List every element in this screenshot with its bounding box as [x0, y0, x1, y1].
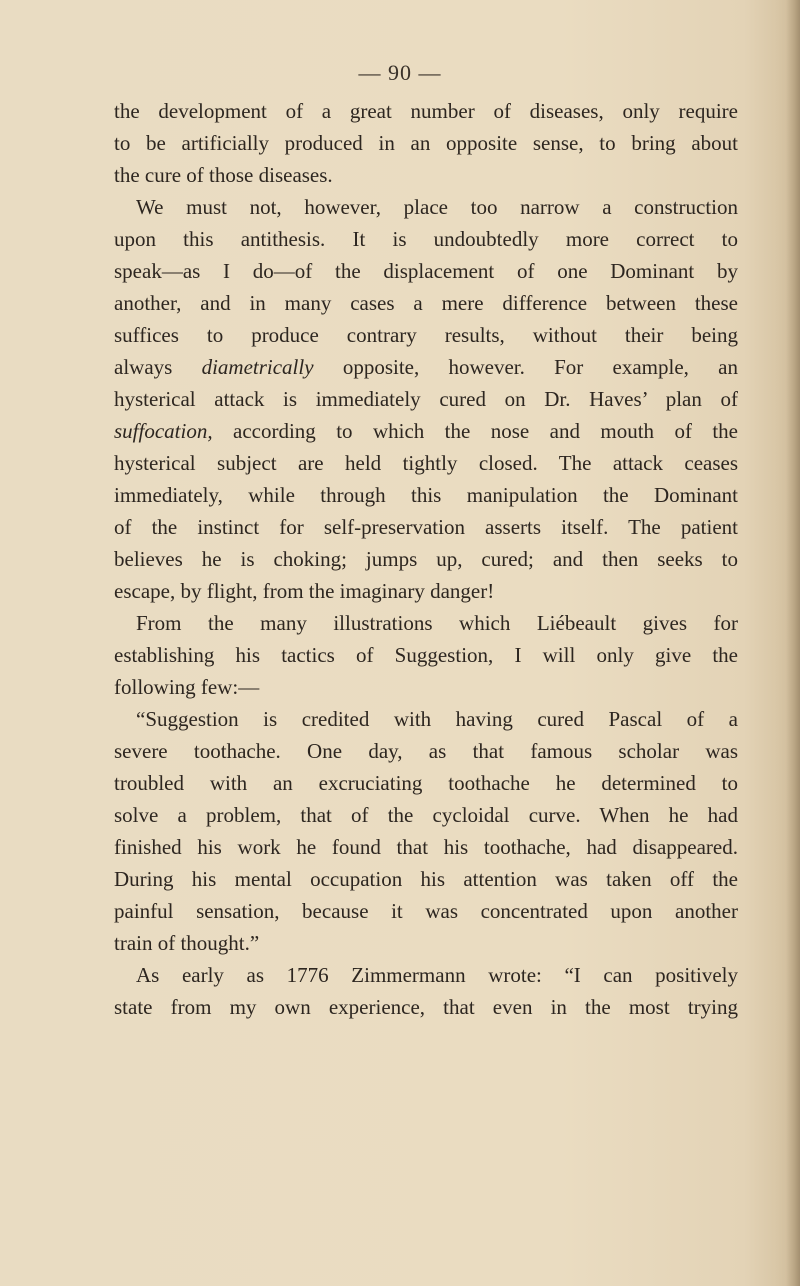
text-line: train of thought.” [114, 931, 260, 955]
text-line: to be artificially produced in an opposite sense, to bring about [114, 131, 738, 155]
text-line: upon this antithesis. It is undoubtedly more correct to [114, 227, 738, 251]
text-line: immediately, while through this manipulation the Dominant [114, 483, 738, 507]
text-line: suffocation, according to which the nose and mouth of the [114, 419, 738, 443]
page-number: — 90 — [358, 60, 442, 85]
text-line: another, and in many cases a mere difference between these [114, 291, 738, 315]
text-line: finished his work he found that his toothache, had disappeared. [114, 835, 738, 859]
text-line: the cure of those diseases. [114, 163, 333, 187]
text-line: following few:— [114, 675, 260, 699]
text-line: establishing his tactics of Suggestion, I will only give the [114, 643, 738, 667]
text-line: always diametrically opposite, however. For example, an [114, 355, 738, 379]
italic-emphasis: diametrically [201, 355, 314, 379]
text-line: “Suggestion is credited with having cured Pascal of a [136, 707, 738, 731]
text-line: From the many illustrations which Liébeault gives for [136, 611, 738, 635]
text-line: As early as 1776 Zimmermann wrote: “I can positively [136, 963, 738, 987]
text-line: During his mental occupation his attention was taken off the [114, 867, 738, 891]
text-line: solve a problem, that of the cycloidal curve. When he had [114, 803, 738, 827]
body-text [114, 95, 738, 1023]
text-line: troubled with an excruciating toothache he determined to [114, 771, 738, 795]
text-line: believes he is choking; jumps up, cured; and then seeks to [114, 547, 738, 571]
text-line: of the instinct for self-preservation asserts itself. The patient [114, 515, 738, 539]
text-line: speak—as I do—of the displacement of one Dominant by [114, 259, 738, 283]
text-line: the development of a great number of diseases, only require [114, 99, 738, 123]
text-line: hysterical attack is immediately cured on Dr. Haves’ plan of [114, 387, 738, 411]
text-line: suffices to produce contrary results, without their being [114, 323, 738, 347]
text-line: state from my own experience, that even in the most trying [114, 995, 738, 1019]
text-line: escape, by flight, from the imaginary danger! [114, 579, 495, 603]
text-line: severe toothache. One day, as that famous scholar was [114, 739, 738, 763]
italic-emphasis: suffocation, [114, 419, 213, 443]
text-line: hysterical subject are held tightly closed. The attack ceases [114, 451, 738, 475]
page-edge-shadow [786, 0, 800, 1286]
text-line: painful sensation, because it was concentrated upon another [114, 899, 738, 923]
text-line: We must not, however, place too narrow a construction [136, 195, 738, 219]
